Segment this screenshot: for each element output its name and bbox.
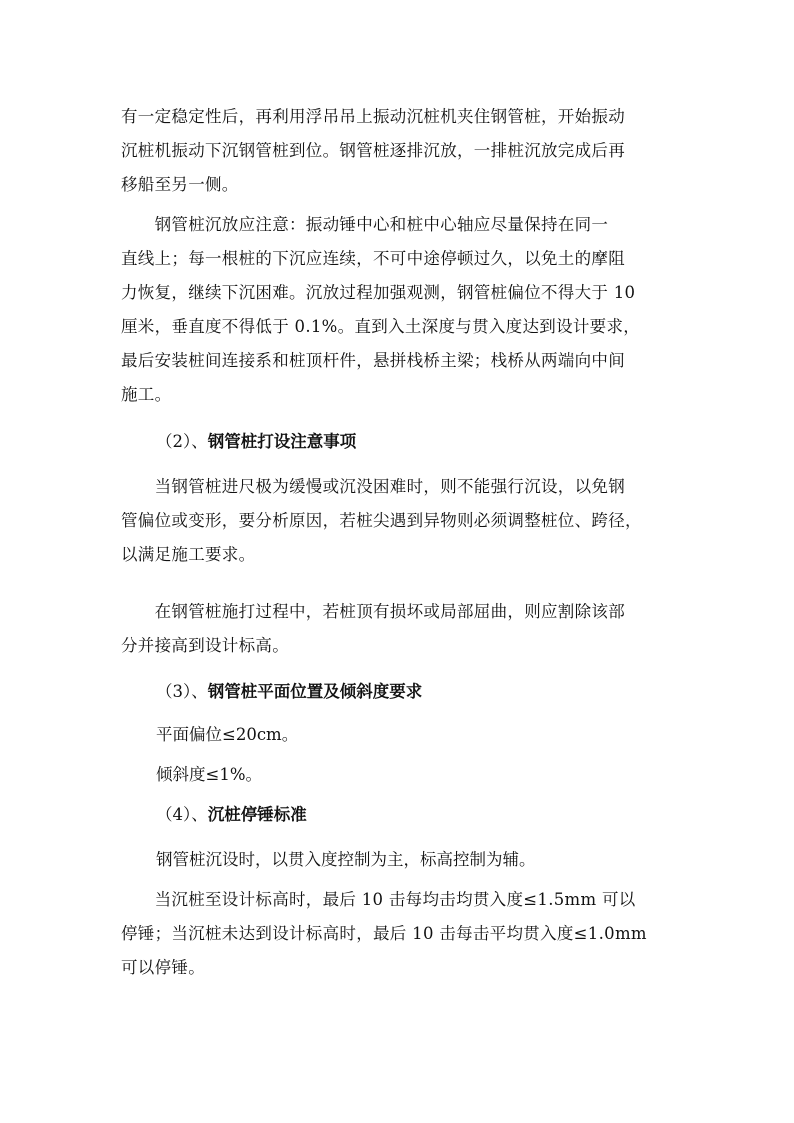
text-line: 在钢管桩施打过程中，若桩顶有损坏或局部屈曲，则应割除该部 xyxy=(121,602,625,621)
section-heading-2 xyxy=(156,425,676,459)
paragraph-stop-criteria xyxy=(121,883,681,985)
text-line: 有一定稳定性后，再利用浮吊吊上振动沉桩机夹住钢管桩，开始振动 xyxy=(121,107,625,126)
section-heading-3 xyxy=(156,675,676,709)
text-line: 停锤；当沉桩未达到设计标高时，最后 10 击每击平均贯入度≤1.0mm xyxy=(121,924,647,943)
requirement-plane-offset xyxy=(156,718,676,752)
text-line: 以满足施工要求。 xyxy=(121,545,256,564)
text-line: 钢管桩沉放应注意：振动锤中心和桩中心轴应尽量保持在同一 xyxy=(121,215,609,234)
text-line: 当沉桩至设计标高时，最后 10 击每均击均贯入度≤1.5mm 可以 xyxy=(121,890,636,909)
paragraph-driving-notes xyxy=(121,470,681,572)
paragraph-control-principle xyxy=(156,843,676,877)
section-heading-4 xyxy=(156,798,676,832)
section-number: （4）、 xyxy=(156,805,208,824)
paragraph-sinking-notes xyxy=(121,208,681,412)
requirement-text: 倾斜度≤1%。 xyxy=(156,765,263,784)
text-line: 力恢复，继续下沉困难。沉放过程加强观测，钢管桩偏位不得大于 10 xyxy=(121,283,636,302)
section-number: （3）、 xyxy=(156,682,208,701)
text-line: 钢管桩沉设时，以贯入度控制为主，标高控制为辅。 xyxy=(156,850,536,869)
text-line: 可以停锤。 xyxy=(121,958,205,977)
section-number: （2）、 xyxy=(156,432,208,451)
text-line: 移船至另一侧。 xyxy=(121,175,239,194)
text-line: 最后安装桩间连接系和桩顶杆件，悬拼栈桥主梁；栈桥从两端向中间 xyxy=(121,351,625,370)
text-line: 当钢管桩进尺极为缓慢或沉没困难时，则不能强行沉设，以免钢 xyxy=(121,477,625,496)
text-line: 厘米，垂直度不得低于 0.1%。直到入土深度与贯入度达到设计要求， xyxy=(121,317,641,336)
text-line: 直线上；每一根桩的下沉应连续，不可中途停顿过久，以免土的摩阻 xyxy=(121,249,625,268)
text-line: 沉桩机振动下沉钢管桩到位。钢管桩逐排沉放，一排桩沉放完成后再 xyxy=(121,141,625,160)
text-line: 分并接高到设计标高。 xyxy=(121,636,289,655)
text-line: 管偏位或变形，要分析原因，若桩尖遇到异物则必须调整桩位、跨径， xyxy=(121,511,642,530)
paragraph-pile-top-damage xyxy=(121,595,681,663)
requirement-text: 平面偏位≤20cm。 xyxy=(156,725,299,744)
section-title: 沉桩停锤标准 xyxy=(207,805,307,824)
text-line: 施工。 xyxy=(121,385,172,404)
requirement-inclination xyxy=(156,758,676,792)
paragraph-pile-sinking-procedure xyxy=(121,100,681,202)
section-title: 钢管桩打设注意事项 xyxy=(207,432,357,451)
section-title: 钢管桩平面位置及倾斜度要求 xyxy=(207,682,423,701)
